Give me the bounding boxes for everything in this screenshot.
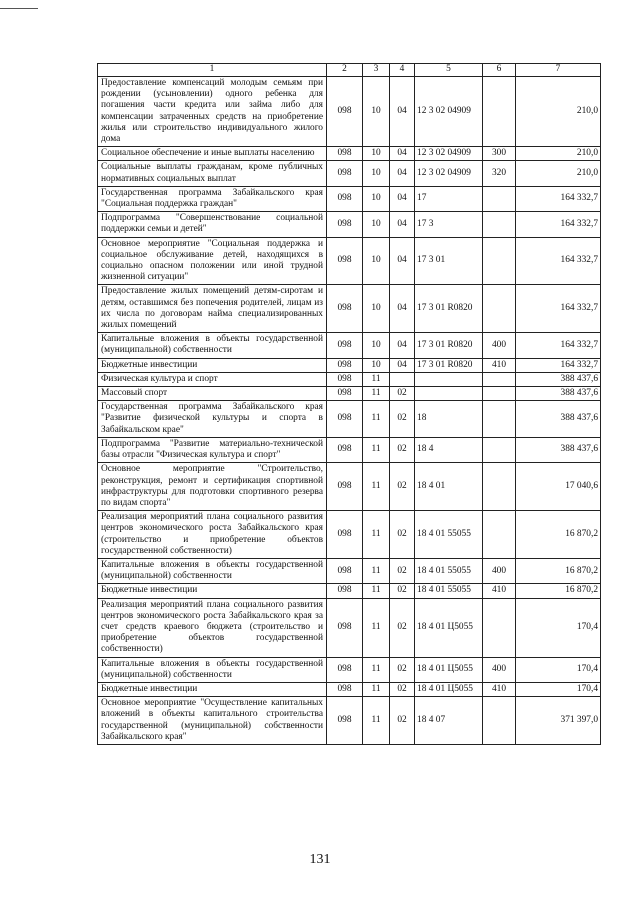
row-name-cell: Государственная программа Забайкальского края "Социальная поддержка граждан" [98, 186, 327, 211]
table-row [98, 463, 601, 511]
amount-cell: 210,0 [516, 147, 601, 161]
ministry-code-cell: 098 [327, 657, 363, 682]
row-name-cell: Предоставление компенсаций молодым семьям при рождении (усыновлении) одного ребенка для погашения части кредита или займа либо для компенсации затраченных средств на приобретение жилья или строительство индивидуального жилого дома [98, 77, 327, 147]
header-col-2: 2 [327, 64, 363, 77]
expense-type-cell: 410 [483, 358, 516, 372]
table-row [98, 682, 601, 696]
ministry-code-cell: 098 [327, 584, 363, 598]
subsection-code-cell: 02 [390, 387, 415, 401]
ministry-code-cell: 098 [327, 77, 363, 147]
table-row [98, 358, 601, 372]
section-code-cell: 11 [363, 598, 390, 657]
header-col-7: 7 [516, 64, 601, 77]
row-name-cell: Государственная программа Забайкальского края "Развитие физической культуры и спорта в Забайкальском крае" [98, 401, 327, 438]
row-name-cell: Капитальные вложения в объекты государственной (муниципальной) собственности [98, 657, 327, 682]
section-code-cell: 10 [363, 161, 390, 186]
subsection-code-cell: 02 [390, 463, 415, 511]
amount-cell: 16 870,2 [516, 584, 601, 598]
expense-type-cell [483, 237, 516, 285]
expense-type-cell: 320 [483, 161, 516, 186]
subsection-code-cell: 04 [390, 333, 415, 358]
row-name-cell: Реализация мероприятий плана социального развития центров экономического роста Забайкальского края (строительство и приобретение объектов государственной собственности) [98, 511, 327, 559]
ministry-code-cell: 098 [327, 358, 363, 372]
row-name-cell: Предоставление жилых помещений детям-сиротам и детям, оставшимся без попечения родителей, лицам из их числа по договорам найма специализированных жилых помещений [98, 285, 327, 333]
target-article-cell: 18 4 01 [415, 463, 483, 511]
row-name-cell: Социальные выплаты гражданам, кроме публичных нормативных социальных выплат [98, 161, 327, 186]
ministry-code-cell: 098 [327, 387, 363, 401]
expense-type-cell [483, 372, 516, 386]
expense-type-cell: 410 [483, 682, 516, 696]
row-name-cell: Бюджетные инвестиции [98, 682, 327, 696]
expense-type-cell [483, 285, 516, 333]
section-code-cell: 10 [363, 358, 390, 372]
amount-cell: 170,4 [516, 682, 601, 696]
target-article-cell: 17 3 01 R0820 [415, 285, 483, 333]
section-code-cell: 10 [363, 147, 390, 161]
target-article-cell: 18 4 01 55055 [415, 584, 483, 598]
budget-table-container [97, 63, 600, 745]
target-article-cell: 17 3 01 R0820 [415, 333, 483, 358]
row-name-cell: Социальное обеспечение и иные выплаты населению [98, 147, 327, 161]
target-article-cell: 18 4 01 Ц5055 [415, 682, 483, 696]
ministry-code-cell: 098 [327, 401, 363, 438]
section-code-cell: 10 [363, 237, 390, 285]
row-name-cell: Бюджетные инвестиции [98, 584, 327, 598]
table-row [98, 237, 601, 285]
target-article-cell: 17 [415, 186, 483, 211]
subsection-code-cell: 04 [390, 161, 415, 186]
amount-cell: 210,0 [516, 77, 601, 147]
amount-cell: 16 870,2 [516, 511, 601, 559]
table-row [98, 584, 601, 598]
amount-cell: 210,0 [516, 161, 601, 186]
page-number: 131 [309, 852, 331, 867]
expense-type-cell: 400 [483, 558, 516, 583]
header-col-6: 6 [483, 64, 516, 77]
subsection-code-cell: 04 [390, 212, 415, 237]
section-code-cell: 10 [363, 212, 390, 237]
expense-type-cell: 410 [483, 584, 516, 598]
header-col-5: 5 [415, 64, 483, 77]
amount-cell: 16 870,2 [516, 558, 601, 583]
section-code-cell: 11 [363, 584, 390, 598]
row-name-cell: Подпрограмма "Совершенствование социальной поддержки семьи и детей" [98, 212, 327, 237]
row-name-cell: Основное мероприятие "Осуществление капитальных вложений в объекты капитального строительства государственной (муниципальной) собственности Забайкальского края" [98, 697, 327, 745]
table-row [98, 697, 601, 745]
row-name-cell: Основное мероприятие "Строительство, реконструкция, ремонт и сертификация спортивной инфраструктуры для подготовки спортивного резерва по видам спорта" [98, 463, 327, 511]
table-row [98, 285, 601, 333]
target-article-cell: 12 3 02 04909 [415, 147, 483, 161]
expense-type-cell [483, 463, 516, 511]
row-name-cell: Бюджетные инвестиции [98, 358, 327, 372]
table-row [98, 437, 601, 462]
row-name-cell: Капитальные вложения в объекты государственной (муниципальной) собственности [98, 333, 327, 358]
target-article-cell: 17 3 01 [415, 237, 483, 285]
ministry-code-cell: 098 [327, 463, 363, 511]
table-row [98, 657, 601, 682]
amount-cell: 388 437,6 [516, 437, 601, 462]
target-article-cell [415, 387, 483, 401]
row-name-cell: Подпрограмма "Развитие материально-технической базы отрасли "Физическая культура и спорт" [98, 437, 327, 462]
amount-cell: 388 437,6 [516, 401, 601, 438]
row-name-cell: Основное мероприятие "Социальная поддержка и социальное обслуживание детей, находящихся в социально опасном положении или иной трудной жизненной ситуации" [98, 237, 327, 285]
budget-table [97, 63, 601, 745]
ministry-code-cell: 098 [327, 437, 363, 462]
amount-cell: 164 332,7 [516, 212, 601, 237]
target-article-cell: 18 4 01 55055 [415, 511, 483, 559]
expense-type-cell [483, 212, 516, 237]
table-row [98, 147, 601, 161]
subsection-code-cell: 04 [390, 77, 415, 147]
table-row [98, 161, 601, 186]
section-code-cell: 10 [363, 77, 390, 147]
expense-type-cell [483, 697, 516, 745]
section-code-cell: 11 [363, 511, 390, 559]
subsection-code-cell: 04 [390, 186, 415, 211]
subsection-code-cell: 04 [390, 358, 415, 372]
target-article-cell: 17 3 [415, 212, 483, 237]
subsection-code-cell: 02 [390, 697, 415, 745]
section-code-cell: 11 [363, 697, 390, 745]
ministry-code-cell: 098 [327, 161, 363, 186]
section-code-cell: 11 [363, 372, 390, 386]
subsection-code-cell: 04 [390, 285, 415, 333]
amount-cell: 388 437,6 [516, 387, 601, 401]
target-article-cell: 18 [415, 401, 483, 438]
target-article-cell: 18 4 01 Ц5055 [415, 598, 483, 657]
subsection-code-cell: 04 [390, 147, 415, 161]
subsection-code-cell: 02 [390, 584, 415, 598]
amount-cell: 170,4 [516, 598, 601, 657]
table-row [98, 212, 601, 237]
table-row [98, 401, 601, 438]
amount-cell: 17 040,6 [516, 463, 601, 511]
subsection-code-cell: 02 [390, 401, 415, 438]
ministry-code-cell: 098 [327, 598, 363, 657]
expense-type-cell [483, 401, 516, 438]
ministry-code-cell: 098 [327, 682, 363, 696]
amount-cell: 164 332,7 [516, 237, 601, 285]
section-code-cell: 11 [363, 437, 390, 462]
ministry-code-cell: 098 [327, 285, 363, 333]
ministry-code-cell: 098 [327, 237, 363, 285]
subsection-code-cell: 02 [390, 437, 415, 462]
target-article-cell: 18 4 [415, 437, 483, 462]
top-margin-rule [0, 8, 38, 9]
table-row [98, 77, 601, 147]
expense-type-cell: 400 [483, 333, 516, 358]
expense-type-cell [483, 511, 516, 559]
expense-type-cell [483, 77, 516, 147]
amount-cell: 164 332,7 [516, 358, 601, 372]
target-article-cell: 12 3 02 04909 [415, 161, 483, 186]
section-code-cell: 11 [363, 657, 390, 682]
section-code-cell: 10 [363, 186, 390, 211]
table-row [98, 333, 601, 358]
expense-type-cell [483, 437, 516, 462]
target-article-cell [415, 372, 483, 386]
subsection-code-cell [390, 372, 415, 386]
amount-cell: 170,4 [516, 657, 601, 682]
ministry-code-cell: 098 [327, 186, 363, 211]
subsection-code-cell: 02 [390, 657, 415, 682]
table-header-row [98, 64, 601, 77]
amount-cell: 164 332,7 [516, 186, 601, 211]
header-col-3: 3 [363, 64, 390, 77]
target-article-cell: 17 3 01 R0820 [415, 358, 483, 372]
row-name-cell: Капитальные вложения в объекты государственной (муниципальной) собственности [98, 558, 327, 583]
subsection-code-cell: 04 [390, 237, 415, 285]
row-name-cell: Массовый спорт [98, 387, 327, 401]
subsection-code-cell: 02 [390, 598, 415, 657]
table-row [98, 598, 601, 657]
ministry-code-cell: 098 [327, 372, 363, 386]
expense-type-cell [483, 387, 516, 401]
subsection-code-cell: 02 [390, 511, 415, 559]
ministry-code-cell: 098 [327, 511, 363, 559]
subsection-code-cell: 02 [390, 682, 415, 696]
table-row [98, 558, 601, 583]
amount-cell: 388 437,6 [516, 372, 601, 386]
target-article-cell: 18 4 01 Ц5055 [415, 657, 483, 682]
table-row [98, 511, 601, 559]
table-row [98, 387, 601, 401]
table-body [98, 77, 601, 745]
section-code-cell: 11 [363, 463, 390, 511]
amount-cell: 164 332,7 [516, 333, 601, 358]
expense-type-cell: 400 [483, 657, 516, 682]
row-name-cell: Реализация мероприятий плана социального развития центров экономического роста Забайкальского края за счет средств краевого бюджета (строительство и приобретение объектов государственной собственности) [98, 598, 327, 657]
header-col-4: 4 [390, 64, 415, 77]
table-row [98, 372, 601, 386]
header-col-1: 1 [98, 64, 327, 77]
subsection-code-cell: 02 [390, 558, 415, 583]
table-row [98, 186, 601, 211]
expense-type-cell: 300 [483, 147, 516, 161]
amount-cell: 164 332,7 [516, 285, 601, 333]
ministry-code-cell: 098 [327, 558, 363, 583]
target-article-cell: 12 3 02 04909 [415, 77, 483, 147]
section-code-cell: 11 [363, 387, 390, 401]
row-name-cell: Физическая культура и спорт [98, 372, 327, 386]
target-article-cell: 18 4 01 55055 [415, 558, 483, 583]
section-code-cell: 11 [363, 682, 390, 696]
section-code-cell: 11 [363, 401, 390, 438]
ministry-code-cell: 098 [327, 697, 363, 745]
expense-type-cell [483, 186, 516, 211]
section-code-cell: 11 [363, 558, 390, 583]
section-code-cell: 10 [363, 285, 390, 333]
ministry-code-cell: 098 [327, 147, 363, 161]
ministry-code-cell: 098 [327, 212, 363, 237]
target-article-cell: 18 4 07 [415, 697, 483, 745]
expense-type-cell [483, 598, 516, 657]
section-code-cell: 10 [363, 333, 390, 358]
ministry-code-cell: 098 [327, 333, 363, 358]
amount-cell: 371 397,0 [516, 697, 601, 745]
